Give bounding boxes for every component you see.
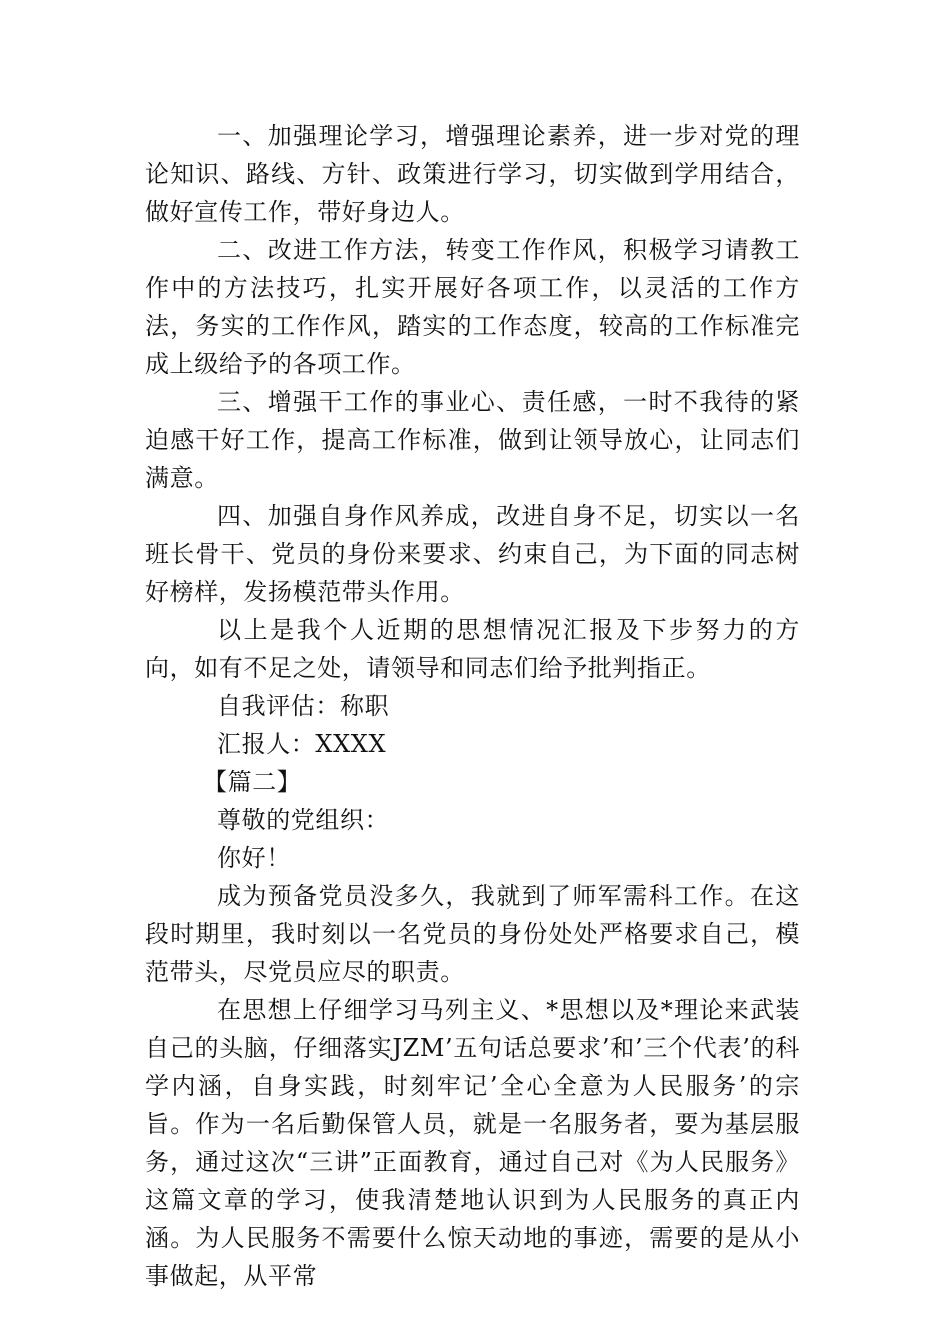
paragraph-point-two: 二、改进工作方法，转变工作作风，积极学习请教工作中的方法技巧，扎实开展好各项工作，以灵活的工作方法，务实的工作作风，踏实的工作态度，较高的工作标准完成上级给予的各项工作。 [145, 236, 800, 378]
paragraph-closing: 以上是我个人近期的思想情况汇报及下步努力的方向，如有不足之处，请领导和同志们给予批判指正。 [145, 616, 800, 682]
paragraph-point-four: 四、加强自身作风养成，改进自身不足，切实以一名班长骨干、党员的身份来要求、约束自己，为下面的同志树好榜样，发扬模范带头作用。 [145, 502, 800, 606]
paragraph-thought: 在思想上仔细学习马列主义、*思想以及*理论来武装自己的头脑，仔细落实JZM’五句话总要求’和’三个代表’的科学内涵，自身实践，时刻牢记’全心全意为人民服务’的宗旨。作为一名后勤保管人员，就是一名服务者，要为基层服务，通过这次“三讲”正面教育，通过自己对《为人民服务》这篇文章的学习，使我清楚地认识到为人民服务的真正内涵。为人民服务不需要什么惊天动地的事迹，需要的是从小事做起，从平常 [145, 996, 800, 1290]
paragraph-intro: 成为预备党员没多久，我就到了师军需科工作。在这段时期里，我时刻以一名党员的身份处处严格要求自己，模范带头，尽党员应尽的职责。 [145, 882, 800, 986]
paragraph-point-one: 一、加强理论学习，增强理论素养，进一步对党的理论知识、路线、方针、政策进行学习，切实做到学用结合，做好宣传工作，带好身边人。 [145, 122, 800, 226]
paragraph-point-three: 三、增强干工作的事业心、责任感，一时不我待的紧迫感干好工作，提高工作标准，做到让领导放心，让同志们满意。 [145, 388, 800, 492]
self-assessment: 自我评估：称职 [217, 692, 390, 720]
greeting: 你好！ [217, 844, 291, 872]
document-body [145, 117, 800, 1295]
reporter-signature: 汇报人：XXXX [217, 730, 387, 758]
salutation: 尊敬的党组织： [217, 806, 390, 834]
section-title: 【篇二】 [203, 768, 302, 796]
